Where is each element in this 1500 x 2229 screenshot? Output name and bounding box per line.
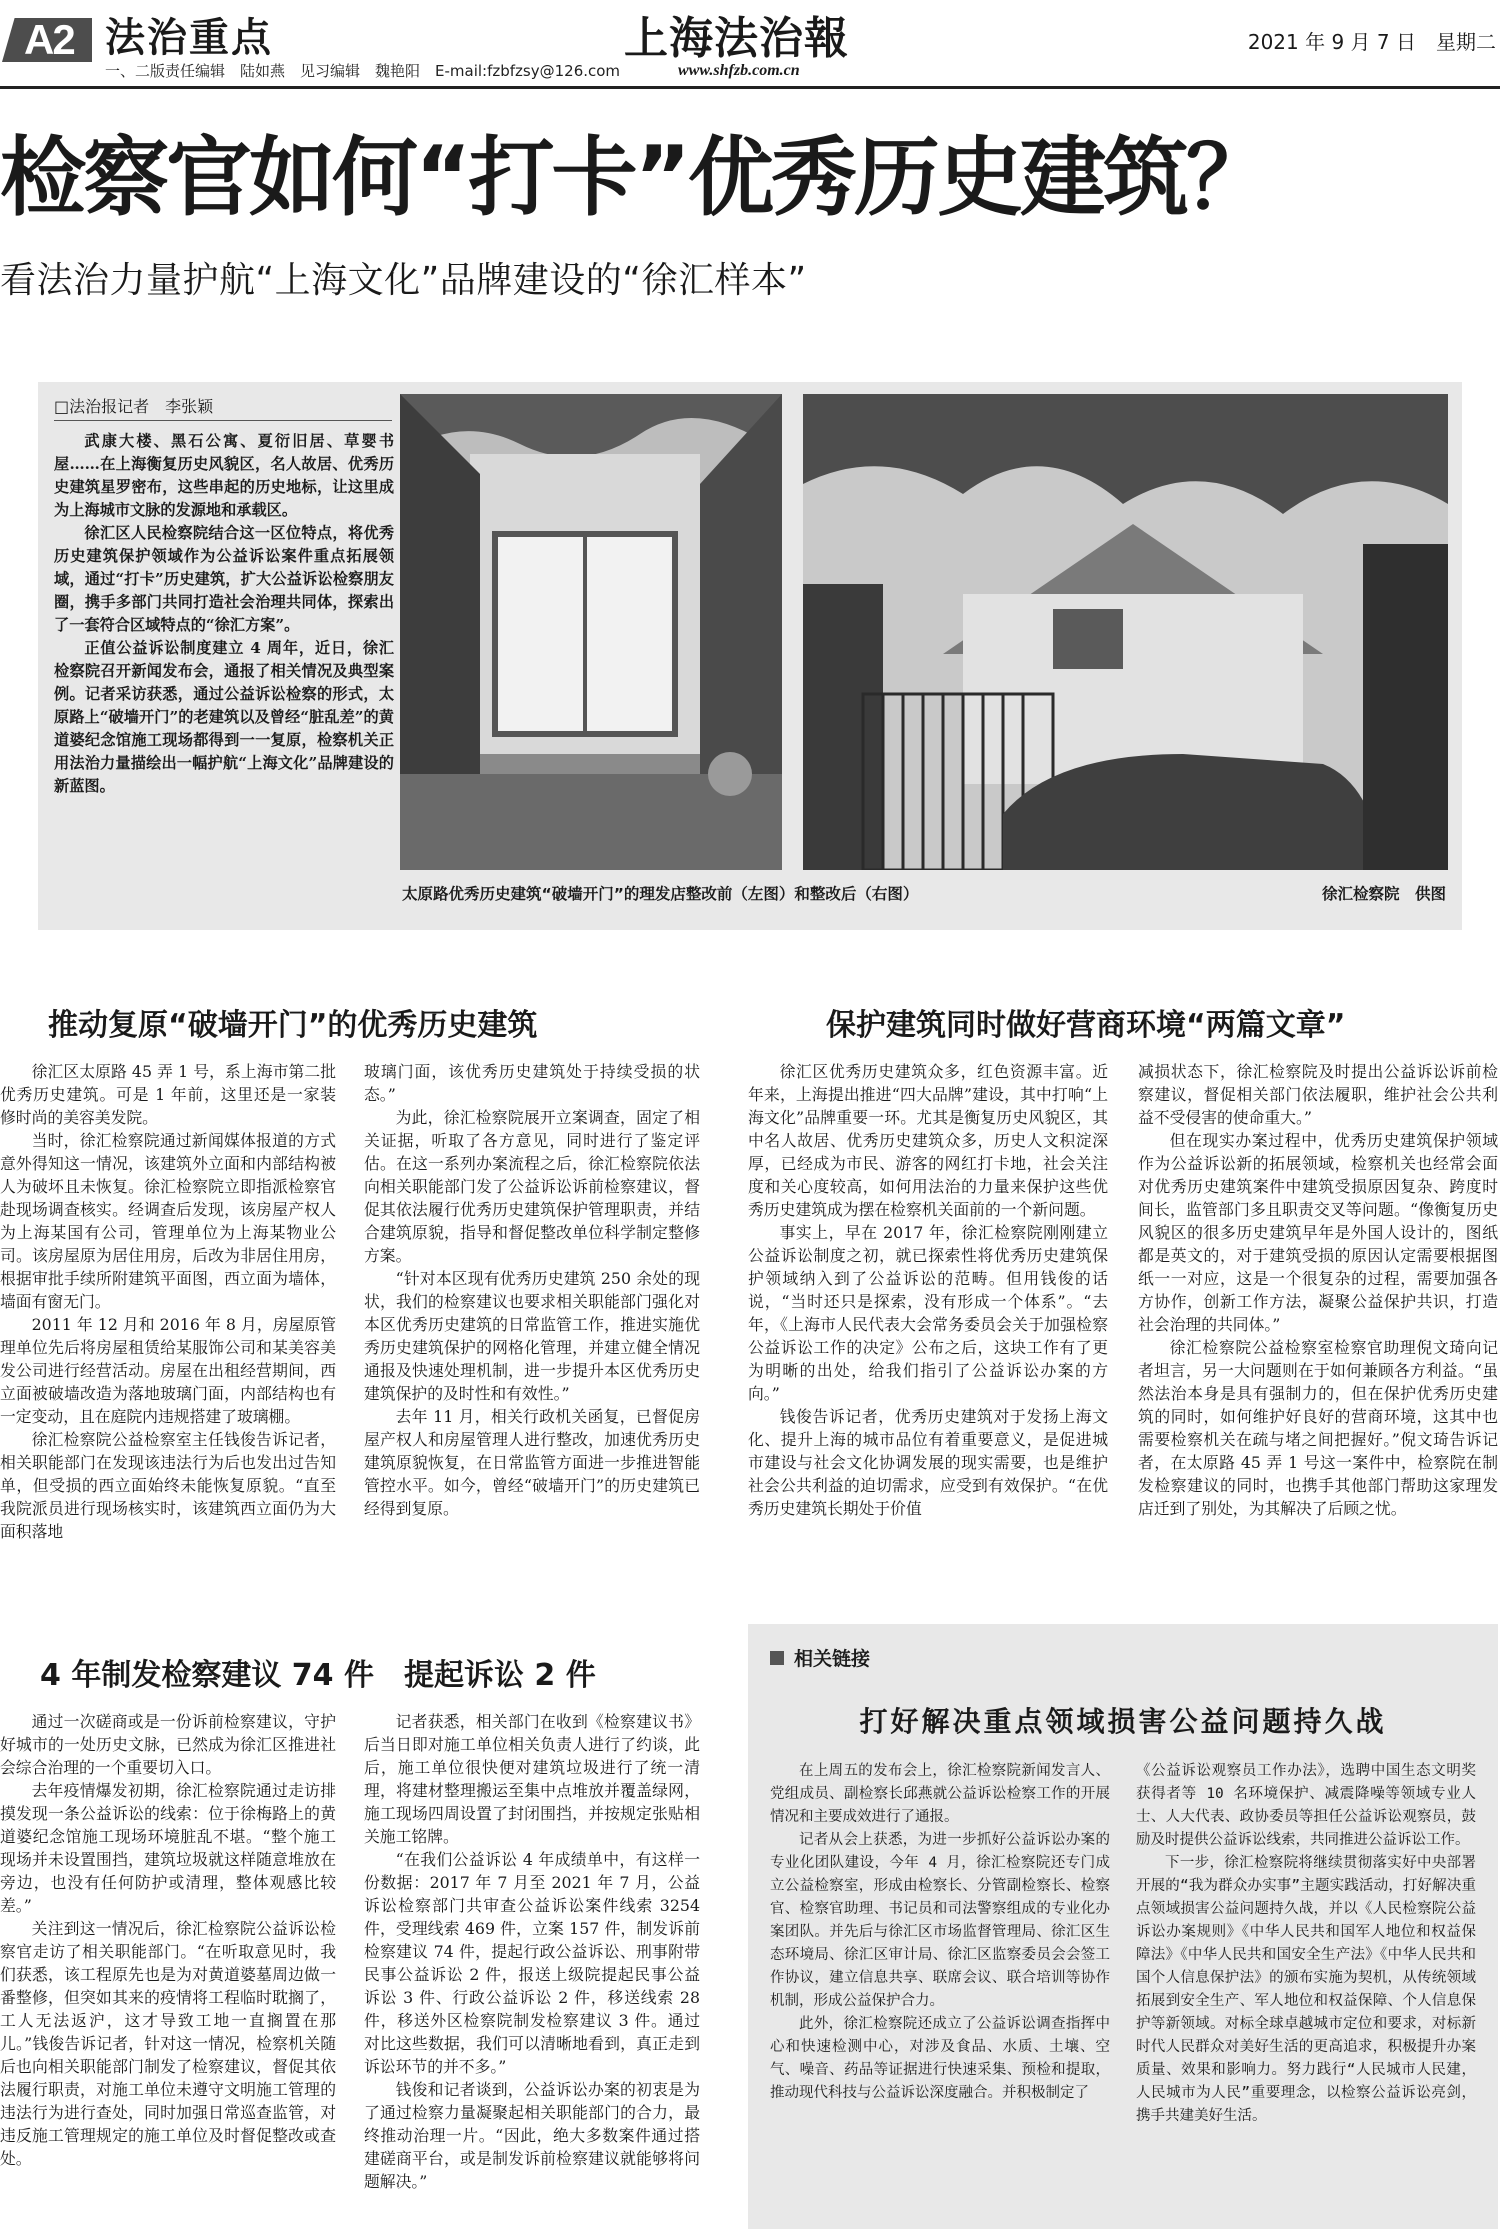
related-link-title: 打好解决重点领域损害公益问题持久战 — [859, 1705, 1387, 1738]
related-link-box — [748, 1624, 1498, 2229]
lead-box — [38, 382, 1462, 930]
related-link-label: 相关链接 — [794, 1648, 871, 1670]
paragraph: 此外，徐汇检察院还成立了公益诉讼调查指挥中心和快速检测中心，对涉及食品、水质、土壤、空气、噪音、药品等证据进行快速采集、预检和提取，推动现代科技与公益诉讼深度融合。并积极制定了 — [770, 2016, 1110, 2101]
paragraph: 2011 年 12 月和 2016 年 8 月，房屋原管理单位先后将房屋租赁给某服饰公司和某美容美发公司进行经营活动。房屋在出租经营期间，西立面被破墙改造为落地玻璃门面，内部结构也有一定变动，且在庭院内违规搭建了玻璃棚。 — [0, 1315, 336, 1426]
page-number: A2 — [24, 16, 74, 63]
website-url: www.shfzb.com.cn — [678, 62, 800, 79]
section1-column-2 — [364, 1060, 700, 1606]
section2-column-2 — [1138, 1060, 1498, 1606]
byline: □法治报记者 李张颖 — [54, 397, 214, 416]
page-number-badge — [2, 4, 98, 62]
photo-before-renovation — [400, 394, 782, 870]
paragraph: 当时，徐汇检察院通过新闻媒体报道的方式意外得知这一情况，该建筑外立面和内部结构被人为破坏且未恢复。徐汇检察院立即指派检察官赴现场调查核实。经调查后发现，该房屋产权人为上海某国有公司，管理单位为上海某物业公司。该房屋原为居住用房，后改为非居住用房，根据审批手续所附建筑平面图，西立面为墙体，墙面有窗无门。 — [0, 1131, 336, 1311]
paragraph: 去年疫情爆发初期，徐汇检察院通过走访排摸发现一条公益诉讼的线索：位于徐梅路上的黄道婆纪念馆施工现场环境脏乱不堪。“整个施工现场并未设置围挡，建筑垃圾就这样随意堆放在旁边，也没有任何防护或清理，整体观感比较差。” — [0, 1781, 336, 1915]
section2-title: 保护建筑同时做好营商环境“两篇文章” — [826, 1008, 1346, 1043]
header-rule — [0, 86, 1500, 89]
paragraph: 玻璃门面，该优秀历史建筑处于持续受损的状态。” — [364, 1062, 700, 1104]
paragraph: 通过一次磋商或是一份诉前检察建议，守护好城市的一处历史文脉，已然成为徐汇区推进社会综合治理的一个重要切入口。 — [0, 1712, 336, 1777]
paragraph: 在上周五的发布会上，徐汇检察院新闻发言人、党组成员、副检察长邱燕就公益诉讼检察工作的开展情况和主要成效进行了通报。 — [770, 1763, 1110, 1825]
byline-rule — [54, 420, 392, 421]
newspaper-logo: 上海法治報 — [624, 13, 849, 64]
paragraph: 徐汇检察院公益检察室主任钱俊告诉记者，相关职能部门在发现该违法行为后也发出过告知单，但受损的西立面始终未能恢复原貌。“直至我院派员进行现场核实时，该建筑西立面仍为大面积落地 — [0, 1430, 336, 1541]
paragraph: “在我们公益诉讼 4 年成绩单中，有这样一份数据：2017 年 7 月至 2021 年 7 月，公益诉讼检察部门共审查公益诉讼案件线索 3254 件，受理线索 469 件，立案 157 件，制发诉前检察建议 74 件，提起行政公益诉讼、刑事附带民事公益诉讼 2 件，报送上级院提起民事公益诉讼 3 件、行政公益诉讼 2 件，移送线索 28 件，移送外区检察院制发检察建议 3 件。通过对比这些数据，我们可以清晰地看到，真正走到诉讼环节的并不多。” — [364, 1850, 700, 2076]
paragraph: 徐汇检察院公益检察室检察官助理倪文琦向记者坦言，另一大问题则在于如何兼顾各方利益。“虽然法治本身是具有强制力的，但在保护优秀历史建筑的同时，如何维护好良好的营商环境，这其中也需要检察机关在疏与堵之间把握好。”倪文琦告诉记者，在太原路 45 弄 1 号这一案件中，检察院在制发检察建议的同时，也携手其他部门帮助这家理发店迁到了别处，为其解决了后顾之忧。 — [1138, 1338, 1498, 1518]
paragraph: 但在现实办案过程中，优秀历史建筑保护领域作为公益诉讼新的拓展领域，检察机关也经常会面对优秀历史建筑案件中建筑受损原因复杂、跨度时间长，监管部门多且职责交叉等问题。“像衡复历史风貌区的很多历史建筑早年是外国人设计的，图纸都是英文的，对于建筑受损的原因认定需要根据图纸一一对应，这是一个很复杂的过程，需要加强各方协作，创新工作方法，凝聚公益保护共识，打造社会治理的共同体。” — [1138, 1131, 1498, 1334]
editor-credits: 一、二版责任编辑 陆如燕 见习编辑 魏艳阳 E-mail:fzbfzsy@126.com — [105, 62, 621, 80]
paragraph: 关注到这一情况后，徐汇检察院公益诉讼检察官走访了相关职能部门。“在听取意见时，我们获悉，该工程原先也是为对黄道婆墓周边做一番整修，但突如其来的疫情将工程临时耽搁了，工人无法返沪，这才导致工地一直搁置在那儿。”钱俊告诉记者，针对这一情况，检察机关随后也向相关职能部门制发了检察建议，督促其依法履行职责，对施工单位未遵守文明施工管理的违法行为进行查处，同时加强日常巡查监管，对违反施工管理规定的施工单位及时督促整改或查处。 — [0, 1919, 336, 2168]
section3-column-2 — [364, 1710, 700, 2225]
paragraph: “针对本区现有优秀历史建筑 250 余处的现状，我们的检察建议也要求相关职能部门强化对本区优秀历史建筑的日常监管工作，推进实施优秀历史建筑保护的网格化管理，并建立健全情况通报及快速处理机制，进一步提升本区优秀历史建筑保护的及时性和有效性。” — [364, 1269, 700, 1403]
paragraph: 钱俊告诉记者，优秀历史建筑对于发扬上海文化、提升上海的城市品位有着重要意义，是促进城市建设与社会文化协调发展的现实需要，也是维护社会公共利益的迫切需求，应受到有效保护。“在优秀历史建筑长期处于价值 — [748, 1407, 1108, 1518]
section3-title: 4 年制发检察建议 74 件 提起诉讼 2 件 — [40, 1658, 596, 1693]
paragraph: 钱俊和记者谈到，公益诉讼办案的初衷是为了通过检察力量凝聚起相关职能部门的合力，最终推动治理一片。“因此，绝大多数案件通过搭建磋商平台，或是制发诉前检察建议就能够将问题解决。” — [364, 2080, 700, 2191]
paragraph: 徐汇区优秀历史建筑众多，红色资源丰富。近年来，上海提出推进“四大品牌”建设，其中打响“上海文化”品牌重要一环。尤其是衡复历史风貌区，其中名人故居、优秀历史建筑众多，历史人文积淀深厚，已经成为市民、游客的网红打卡地，社会关注度和关心度较高，如何用法治的力量来保护这些优秀历史建筑成为摆在检察机关面前的一个新问题。 — [748, 1062, 1108, 1219]
section2-column-1 — [748, 1060, 1108, 1606]
photo-caption: 太原路优秀历史建筑“破墙开门”的理发店整改前（左图）和整改后（右图） — [402, 885, 919, 903]
square-bullet-icon — [770, 1651, 784, 1665]
photo-after-renovation — [803, 394, 1448, 870]
lead-text — [54, 430, 394, 798]
issue-date: 2021 年 9 月 7 日 星期二 — [1247, 30, 1496, 54]
section1-title: 推动复原“破墙开门”的优秀历史建筑 — [48, 1008, 538, 1043]
related-column-1 — [770, 1760, 1110, 2222]
related-column-2 — [1136, 1760, 1476, 2222]
paragraph: 下一步，徐汇检察院将继续贯彻落实好中央部署开展的“我为群众办实事”主题实践活动，打好解决重点领域损害公益问题持久战，并以《人民检察院公益诉讼办案规则》《中华人民共和国军人地位和权益保障法》《中华人民共和国安全生产法》《中华人民共和国个人信息保护法》的颁布实施为契机，从传统领域拓展到安全生产、军人地位和权益保障、个人信息保护等新领域。对标全球卓越城市定位和要求，对标新时代人民群众对美好生活的更高追求，积极提升办案质量、效果和影响力。努力践行“人民城市人民建，人民城市为人民”重要理念，以检察公益诉讼亮剑，携手共建美好生活。 — [1136, 1855, 1476, 2124]
paragraph: 事实上，早在 2017 年，徐汇检察院刚刚建立公益诉讼制度之初，就已探索性将优秀历史建筑保护领域纳入到了公益诉讼的范畴。但用钱俊的话说，“当时还只是探索，没有形成一个体系”。“去年，《上海市人民代表大会常务委员会关于加强检察公益诉讼工作的决定》公布之后，这块工作有了更为明晰的出处，给我们指引了公益诉讼办案的方向。” — [748, 1223, 1108, 1403]
paragraph: 《公益诉讼观察员工作办法》，选聘中国生态文明奖获得者等 10 名环境保护、减震降噪等领域专业人士、人大代表、政协委员等担任公益诉讼观察员，鼓励及时提供公益诉讼线索，共同推进公益诉讼工作。 — [1136, 1763, 1476, 1848]
lead-paragraph: 武康大楼、黑石公寓、夏衍旧居、草婴书屋……在上海衡复历史风貌区，名人故居、优秀历史建筑星罗密布，这些串起的历史地标，让这里成为上海城市文脉的发源地和承载区。 — [54, 432, 394, 519]
headline: 检察官如何“打卡”优秀历史建筑？ — [0, 128, 1270, 228]
paragraph: 为此，徐汇检察院展开立案调查，固定了相关证据，听取了各方意见，同时进行了鉴定评估。在这一系列办案流程之后，徐汇检察院依法向相关职能部门发了公益诉讼诉前检察建议，督促其依法履行优秀历史建筑保护管理职责，并结合建筑原貌，指导和督促整改单位科学制定整修方案。 — [364, 1108, 700, 1265]
related-link-header — [770, 1644, 870, 1671]
paragraph: 记者从会上获悉，为进一步抓好公益诉讼办案的专业化团队建设，今年 4 月，徐汇检察院还专门成立公益检察室，形成由检察长、分管副检察长、检察官、检察官助理、书记员和司法警察组成的专业化办案团队。并先后与徐汇区市场监督管理局、徐汇区生态环境局、徐汇区审计局、徐汇区监察委员会会签工作协议，建立信息共享、联席会议、联合培训等协作机制，形成公益保护合力。 — [770, 1832, 1110, 2009]
paragraph: 记者获悉，相关部门在收到《检察建议书》后当日即对施工单位相关负责人进行了约谈，此后，施工单位很快便对建筑垃圾进行了统一清理，将建材整理搬运至集中点堆放并覆盖绿网，施工现场四周设置了封闭围挡，并按规定张贴相关施工铭牌。 — [364, 1712, 700, 1846]
masthead — [0, 0, 1500, 86]
paragraph: 徐汇区太原路 45 弄 1 号，系上海市第二批优秀历史建筑。可是 1 年前，这里还是一家装修时尚的美容美发院。 — [0, 1062, 336, 1127]
section-title: 法治重点 — [105, 15, 273, 61]
photo-credit: 徐汇检察院 供图 — [1321, 885, 1446, 903]
lead-paragraph: 正值公益诉讼制度建立 4 周年，近日，徐汇检察院召开新闻发布会，通报了相关情况及典型案例。记者采访获悉，通过公益诉讼检察的形式，太原路上“破墙开门”的老建筑以及曾经“脏乱差”的黄道婆纪念馆施工现场都得到一一复原，检察机关正用法治力量描绘出一幅护航“上海文化”品牌建设的新蓝图。 — [54, 639, 394, 795]
subheadline: 看法治力量护航“上海文化”品牌建设的“徐汇样本” — [0, 260, 807, 301]
section3-column-1 — [0, 1710, 336, 2225]
section1-column-1 — [0, 1060, 336, 1606]
lead-paragraph: 徐汇区人民检察院结合这一区位特点，将优秀历史建筑保护领域作为公益诉讼案件重点拓展领域，通过“打卡”历史建筑，扩大公益诉讼检察朋友圈，携手多部门共同打造社会治理共同体，探索出了一套符合区域特点的“徐汇方案”。 — [54, 524, 394, 634]
paragraph: 去年 11 月，相关行政机关函复，已督促房屋产权人和房屋管理人进行整改，加速优秀历史建筑原貌恢复，在日常监管方面进一步推进智能管控水平。如今，曾经“破墙开门”的历史建筑已经得到复原。 — [364, 1407, 700, 1518]
paragraph: 减损状态下，徐汇检察院及时提出公益诉讼诉前检察建议，督促相关部门依法履职，维护社会公共利益不受侵害的使命重大。” — [1138, 1062, 1498, 1127]
